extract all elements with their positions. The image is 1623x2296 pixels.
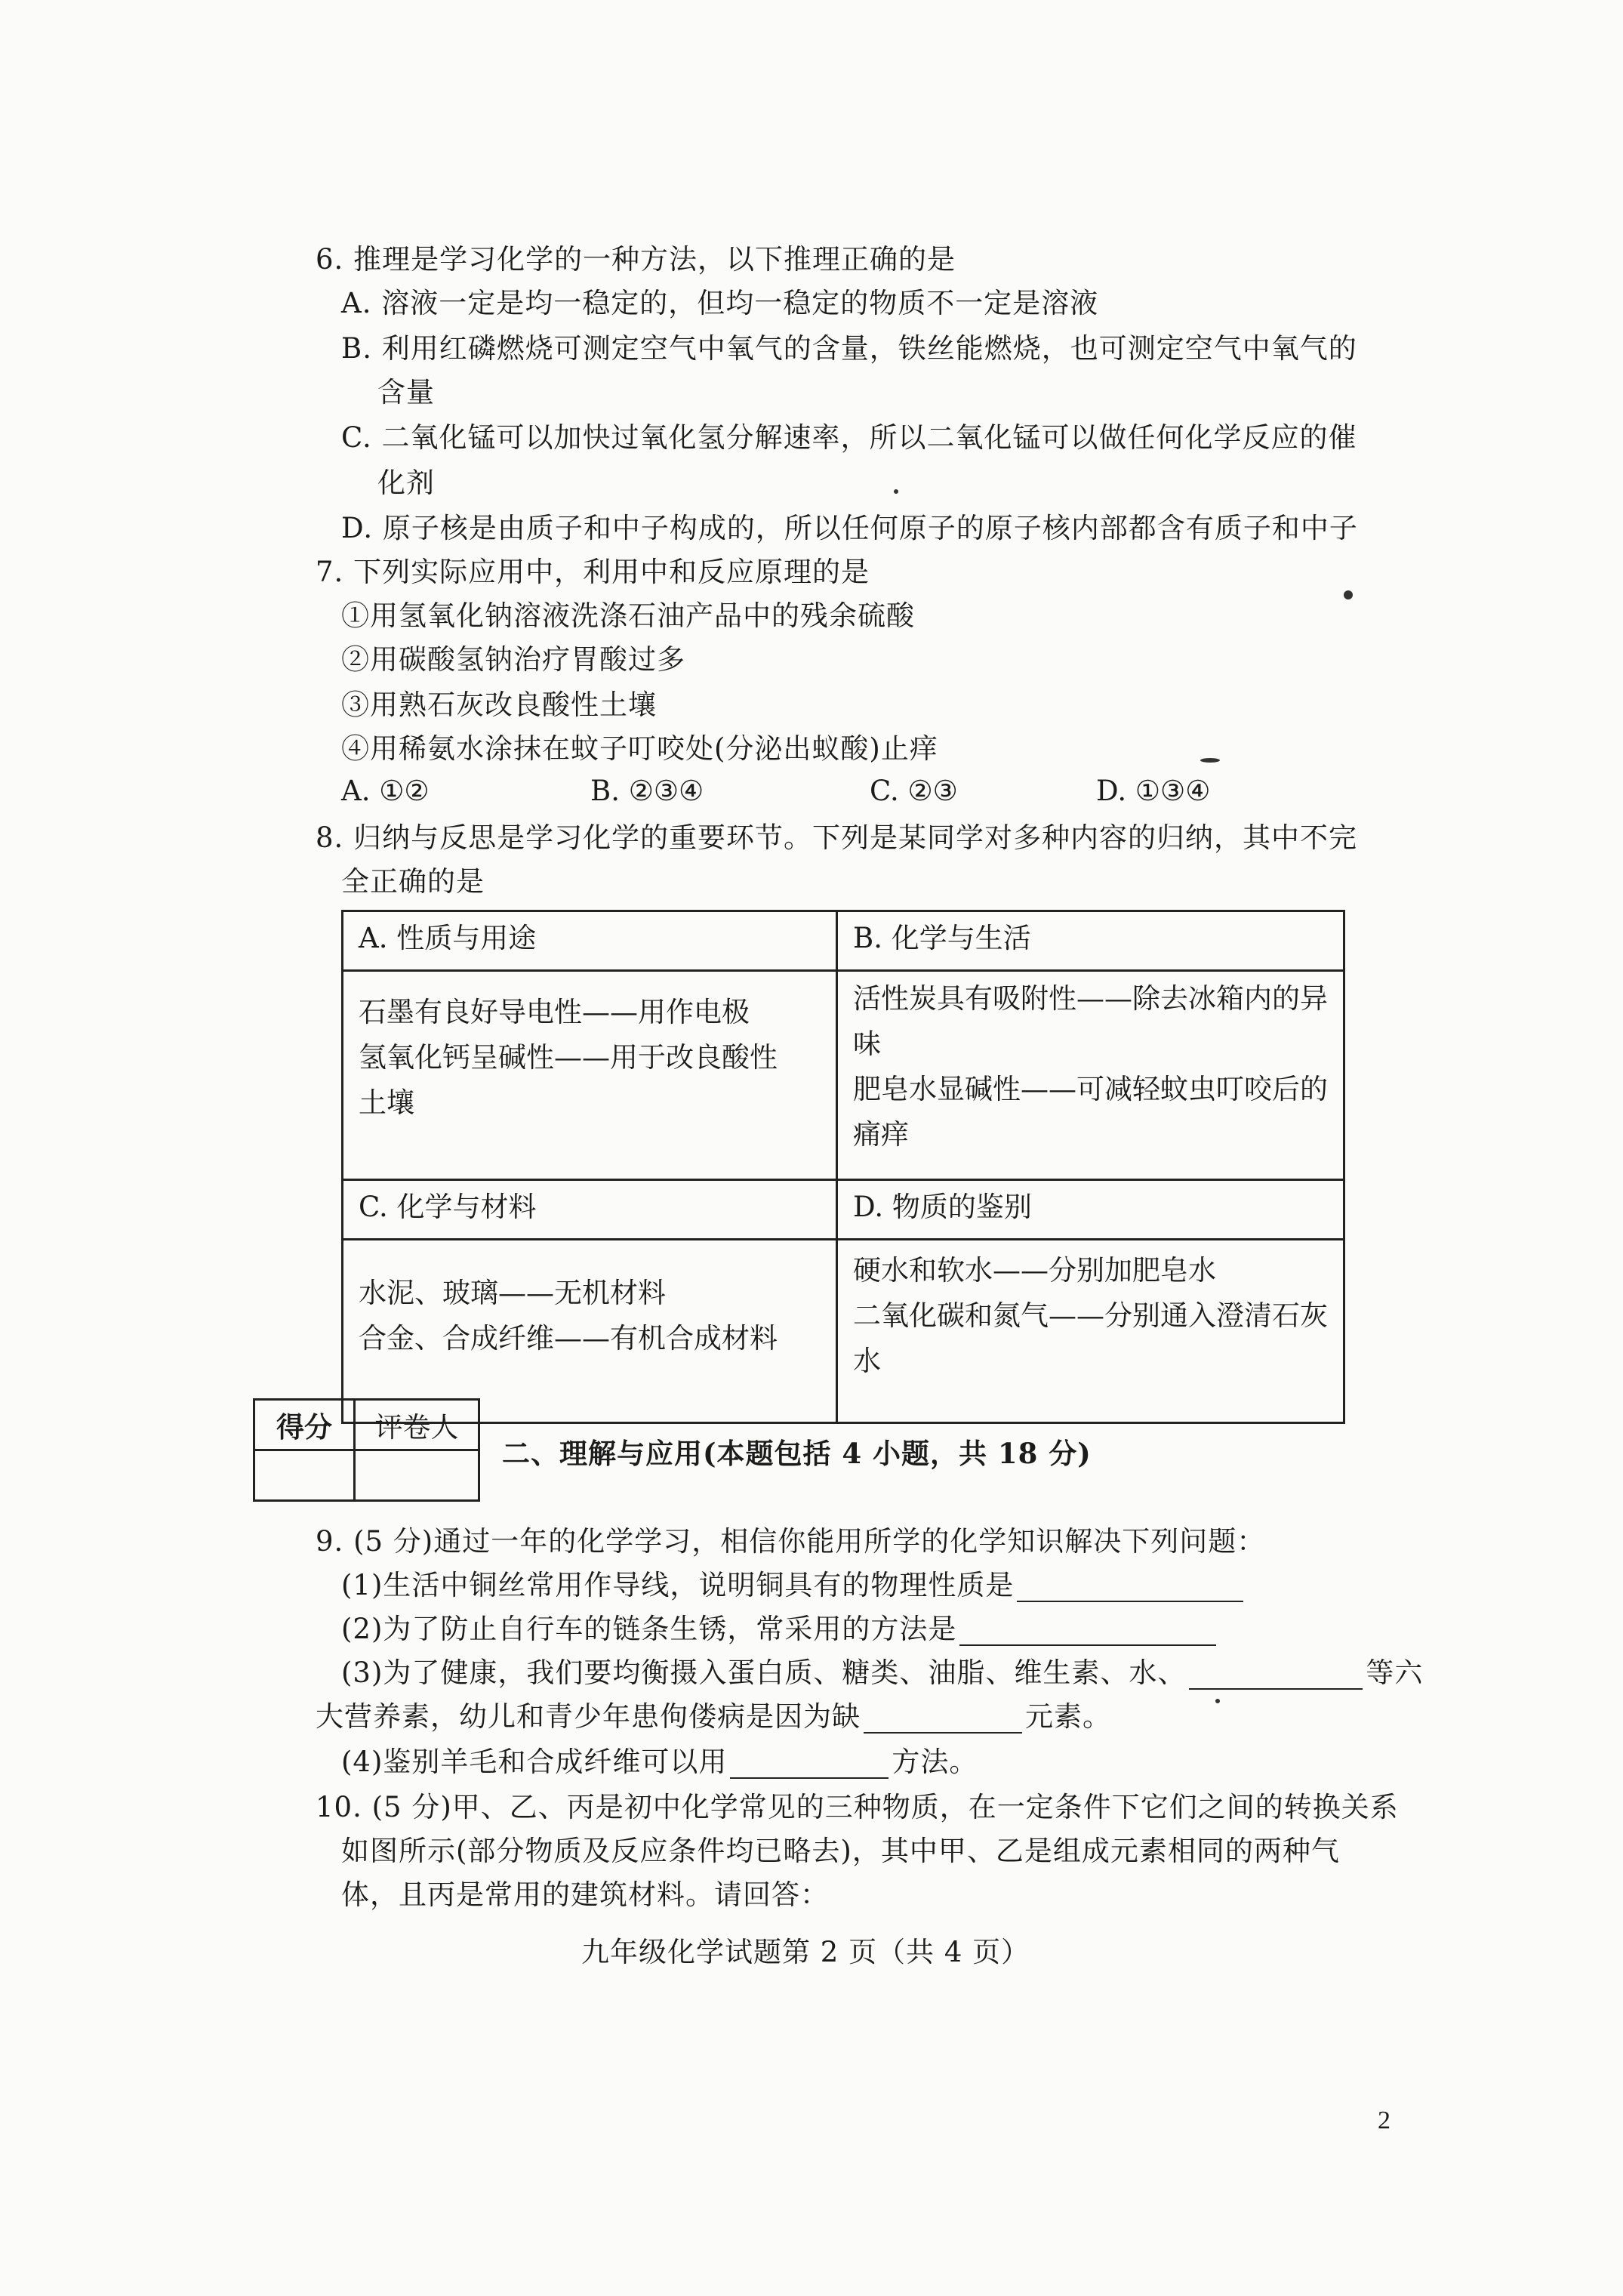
q9-part-3-text-2: 等六: [1366, 1657, 1424, 1689]
q9-part-3-text-3: 大营养素，幼儿和青少年患佝偻病是因为缺: [316, 1700, 861, 1733]
q7-choices: [341, 775, 1398, 808]
score-entry[interactable]: [254, 1450, 355, 1501]
q9-part-4-text-2: 方法。: [892, 1746, 978, 1778]
page-footer: 九年级化学试题第 2 页（共 4 页）: [581, 1936, 1030, 1968]
scan-speck: [1215, 1699, 1220, 1703]
q7-item-4: ④用稀氨水涂抹在蚊子叮咬处(分泌出蚁酸)止痒: [341, 732, 938, 765]
q7-item-2: ②用碳酸氢钠治疗胃酸过多: [341, 643, 685, 676]
q7-item-3: ③用熟石灰改良酸性土壤: [341, 689, 657, 721]
q8-cell-b-head: B. 化学与生活: [837, 911, 1344, 971]
q8-d-line-3: 水: [853, 1345, 881, 1377]
q9-part-3: [341, 1657, 1423, 1690]
q7-item-1: ①用氢氧化钠溶液洗涤石油产品中的残余硫酸: [341, 599, 915, 632]
q7-choice-a: A. ①②: [341, 775, 430, 807]
q10-stem-cont-1: 如图所示(部分物质及反应条件均已略去)，其中甲、乙是组成元素相同的两种气: [341, 1835, 1340, 1867]
q8-cell-a-body: [343, 971, 837, 1180]
q6-option-c: C. 二氧化锰可以加快过氧化氢分解速率，所以二氧化锰可以做任何化学反应的催: [341, 421, 1357, 454]
q8-a-line-1: 石墨有良好导电性——用作电极: [359, 996, 750, 1028]
q9-part-2-text: (2)为了防止自行车的链条生锈，常采用的方法是: [341, 1613, 957, 1645]
q8-c-line-1: 水泥、玻璃——无机材料: [359, 1277, 666, 1309]
q6-option-a: A. 溶液一定是均一稳定的，但均一稳定的物质不一定是溶液: [341, 287, 1099, 319]
q8-a-line-2: 氢氧化钙呈碱性——用于改良酸性: [359, 1041, 778, 1074]
q8-cell-c-body: [343, 1240, 837, 1423]
q7-stem: 7. 下列实际应用中，利用中和反应原理的是: [316, 556, 870, 588]
grader-label: 评卷人: [355, 1400, 479, 1450]
q8-cell-a-head: A. 性质与用途: [343, 911, 837, 971]
scan-speck: [1200, 758, 1220, 763]
q8-d-line-1: 硬水和软水——分别加肥皂水: [853, 1254, 1216, 1287]
q7-choice-b: B. ②③④: [590, 775, 704, 807]
scan-speck: [894, 489, 898, 494]
q9-part-4: [341, 1746, 978, 1779]
q9-part-3-text: (3)为了健康，我们要均衡摄入蛋白质、糖类、油脂、维生素、水、: [341, 1657, 1187, 1689]
page-number: 2: [1378, 2106, 1390, 2134]
q6-option-b-cont: 含量: [377, 376, 435, 408]
q6-option-d: D. 原子核是由质子和中子构成的，所以任何原子的原子核内部都含有质子和中子: [341, 512, 1358, 544]
q8-d-line-2: 二氧化碳和氮气——分别通入澄清石灰: [853, 1299, 1328, 1332]
q9-part-1-text: (1)生活中铜丝常用作导线，说明铜具有的物理性质是: [341, 1569, 1015, 1601]
q10-stem: 10. (5 分)甲、乙、丙是初中化学常见的三种物质，在一定条件下它们之间的转换关系: [316, 1791, 1399, 1823]
q7-choice-d: D. ①③④: [1096, 775, 1211, 807]
q8-cell-d-body: [837, 1240, 1344, 1423]
q6-option-c-cont: 化剂: [377, 467, 435, 499]
q8-stem: 8. 归纳与反思是学习化学的重要环节。下列是某同学对多种内容的归纳，其中不完: [316, 821, 1358, 854]
q8-summary-table: [341, 910, 1345, 1424]
q9-part-3-blank-1[interactable]: [1189, 1663, 1363, 1690]
q8-stem-cont: 全正确的是: [341, 865, 485, 898]
q8-cell-d-head: D. 物质的鉴别: [837, 1180, 1344, 1240]
q9-part-4-blank[interactable]: [730, 1752, 888, 1779]
q9-part-1: [341, 1569, 1246, 1602]
q9-stem: 9. (5 分)通过一年的化学学习，相信你能用所学的化学知识解决下列问题：: [316, 1525, 1266, 1558]
q9-part-3-text-4: 元素。: [1025, 1700, 1111, 1733]
q8-b-line-3: 肥皂水显碱性——可减轻蚊虫叮咬后的: [853, 1073, 1328, 1105]
score-label: 得分: [254, 1400, 355, 1450]
q10-stem-cont-2: 体，且丙是常用的建筑材料。请回答：: [341, 1878, 829, 1911]
q8-cell-b-body: [837, 971, 1344, 1180]
grader-entry[interactable]: [355, 1450, 479, 1501]
q9-part-3-cont: [316, 1700, 1111, 1734]
q8-a-line-3: 土壤: [359, 1086, 414, 1119]
q8-cell-c-head: C. 化学与材料: [343, 1180, 837, 1240]
q9-part-2-blank[interactable]: [959, 1619, 1216, 1646]
q6-stem: 6. 推理是学习化学的一种方法，以下推理正确的是: [316, 243, 956, 276]
q7-choice-c: C. ②③: [870, 775, 958, 807]
q9-part-1-blank[interactable]: [1017, 1575, 1243, 1602]
q9-part-4-text: (4)鉴别羊毛和合成纤维可以用: [341, 1746, 728, 1778]
q9-part-2: [341, 1613, 1219, 1646]
score-box: [253, 1398, 480, 1502]
q8-b-line-4: 痛痒: [853, 1118, 909, 1151]
q6-option-b: B. 利用红磷燃烧可测定空气中氧气的含量，铁丝能燃烧，也可测定空气中氧气的: [341, 332, 1357, 365]
q8-c-line-2: 合金、合成纤维——有机合成材料: [359, 1322, 778, 1354]
q8-b-line-1: 活性炭具有吸附性——除去冰箱内的异: [853, 982, 1328, 1015]
section-2-title: 二、理解与应用(本题包括 4 小题，共 18 分): [502, 1437, 1092, 1470]
q9-part-3-blank-2[interactable]: [864, 1706, 1022, 1734]
q8-b-line-2: 味: [853, 1028, 881, 1060]
scan-speck: [1344, 590, 1353, 599]
